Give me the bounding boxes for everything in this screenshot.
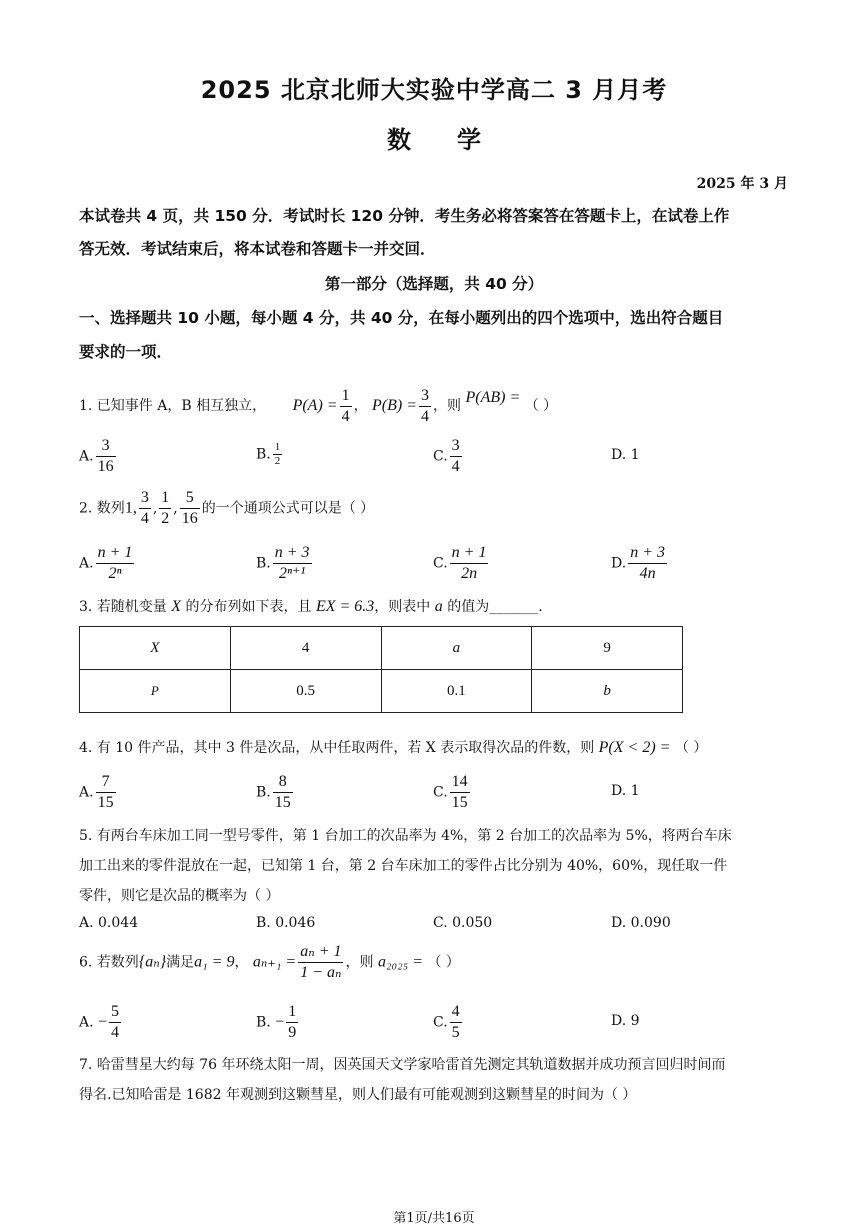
- q6-option-a-num: 5: [111, 1003, 120, 1020]
- q4-option-c-label: C.: [433, 784, 448, 801]
- q5-option-c[interactable]: [433, 915, 492, 931]
- q2-option-a-label: A.: [79, 555, 94, 572]
- q6-option-b-den: 9: [288, 1024, 297, 1041]
- q1-pa-label: P(A) =: [292, 397, 338, 414]
- q6-option-a-sign: −: [98, 1013, 108, 1031]
- q5-option-a[interactable]: [79, 915, 138, 931]
- q6-option-a-label: A.: [79, 1014, 94, 1031]
- q2-option-d[interactable]: [611, 543, 669, 584]
- q6-recurrence-fraction: [298, 942, 343, 983]
- q5-line-2: 加工出来的零件混放在一起，已知第 1 台，第 2 台车床加工的零件占比分别为 40%，60%，现任取一件: [79, 858, 728, 874]
- q1-option-c[interactable]: [433, 436, 464, 477]
- q1-option-b-den: 2: [274, 455, 281, 467]
- q6-ask: a₂₀₂₅ =: [377, 953, 423, 971]
- q6-option-b[interactable]: [256, 1002, 300, 1043]
- q5-option-b-label: B.: [256, 915, 271, 931]
- q1-option-d-text: 1: [630, 447, 640, 463]
- exam-date: 2025 年 3 月: [696, 176, 788, 192]
- q2-option-b-num: n + 3: [274, 544, 310, 561]
- q1-option-c-label: C.: [433, 448, 448, 465]
- q7-line-1: 7. 哈雷彗星大约每 76 年环绕太阳一周，因英国天文学家哈雷首先测定其轨道数据并成功预言回归时间而: [79, 1057, 726, 1073]
- q4-option-a[interactable]: [79, 772, 118, 813]
- q2-option-a-fraction: [96, 543, 135, 584]
- q5-option-b-text: 0.046: [275, 915, 316, 931]
- q6-option-b-num: 1: [288, 1003, 297, 1020]
- q2-option-c-label: C.: [433, 555, 448, 572]
- q1-ask: P(AB) =: [465, 389, 521, 406]
- q4-paren: （ ）: [674, 740, 708, 756]
- q4-option-a-den: 15: [97, 794, 114, 811]
- q1-pb-label: P(B) =: [372, 397, 418, 414]
- table-cell: 0.5: [230, 670, 381, 713]
- table-row: [80, 627, 683, 670]
- q1-option-b-label: B.: [256, 446, 271, 463]
- q4-option-c-den: 15: [451, 794, 468, 811]
- q5-line-1: 5. 有两台车床加工同一型号零件，第 1 台加工的次品率为 4%，第 2 台加工的次品率为 5%，将两台车床: [79, 828, 732, 844]
- q5-option-a-label: A.: [79, 915, 94, 931]
- q5-option-a-text: 0.044: [98, 915, 139, 931]
- q5-line-3: 零件，则它是次品的概率为（ ）: [79, 888, 280, 904]
- q6-option-b-label: B.: [256, 1014, 271, 1031]
- q6-prefix: 6. 若数列: [79, 954, 139, 971]
- q6-mid: 满足: [166, 954, 195, 971]
- q1-option-b-num: 1: [274, 441, 281, 453]
- q4-option-b-label: B.: [256, 784, 271, 801]
- q6-option-b-fraction: [286, 1002, 298, 1043]
- q1-option-d-label: D.: [611, 447, 627, 463]
- q2-seq-term-2-den: 2: [161, 510, 170, 527]
- q2-option-b-den: 2ⁿ⁺¹: [273, 563, 312, 584]
- q2-seq-term-3-den: 16: [181, 510, 198, 527]
- q6-recurrence-den: 1 − aₙ: [300, 964, 342, 981]
- q2-seq-term-3-num: 5: [185, 489, 194, 506]
- q6-paren: （ ）: [427, 954, 460, 971]
- q6-option-a-den: 4: [111, 1024, 120, 1041]
- q6-a1: a₁ = 9: [194, 953, 235, 971]
- q2-option-c-fraction: [450, 543, 489, 584]
- q4-option-d[interactable]: [611, 783, 640, 799]
- instructions-line-1: 本试卷共 4 页，共 150 分．考试时长 120 分钟．考生务必将答案答在答题卡上，在试卷上作: [79, 207, 730, 225]
- q1-option-a-label: A.: [79, 448, 94, 465]
- q1-option-b-fraction: [273, 441, 283, 468]
- q5-option-c-label: C.: [433, 915, 448, 931]
- table-cell: 9: [532, 627, 683, 670]
- q6-option-b-sign: −: [275, 1013, 285, 1031]
- question-6: [79, 942, 460, 983]
- q1-paren: （ ）: [524, 398, 558, 414]
- q2-option-b[interactable]: [256, 543, 314, 584]
- section-line-1: 一、选择题共 10 小题，每小题 4 分，共 40 分，在每小题列出的四个选项中，选出符合题目: [79, 309, 724, 327]
- q3-text-a: 3. 若随机变量: [79, 599, 167, 615]
- q3-text-b: 的分布列如下表，且: [185, 599, 312, 615]
- q3-expectation: EX = 6.3: [315, 598, 375, 615]
- q1-option-a-fraction: [96, 436, 116, 477]
- q4-option-d-text: 1: [630, 783, 640, 799]
- q1-option-c-den: 4: [451, 458, 460, 475]
- question-4: [79, 737, 707, 757]
- q2-seq-term-2: [159, 488, 171, 529]
- table-cell: a: [381, 627, 532, 670]
- q2-suffix: 的一个通项公式可以是（ ）: [201, 500, 375, 517]
- q7-line-2: 得名.已知哈雷是 1682 年观测到这颗彗星，则人们最有可能观测到这颗彗星的时间为（ ）: [79, 1087, 637, 1103]
- q5-option-d-text: 0.090: [630, 915, 671, 931]
- q1-pa-fraction: [340, 386, 352, 427]
- q3-var-x: X: [171, 598, 182, 615]
- q1-option-d[interactable]: [611, 447, 640, 463]
- q5-option-d[interactable]: [611, 915, 671, 931]
- q4-option-b-fraction: [273, 772, 293, 813]
- q1-then: ，则: [433, 398, 462, 414]
- q6-option-d[interactable]: [611, 1013, 640, 1029]
- q1-pa-num: 1: [341, 386, 350, 404]
- q2-seq-term-2-num: 1: [161, 489, 170, 506]
- q4-option-b[interactable]: [256, 772, 295, 813]
- q1-pb-fraction: [419, 386, 431, 427]
- q6-option-c-label: C.: [433, 1014, 448, 1031]
- q2-option-b-fraction: [273, 543, 312, 584]
- question-3: [79, 596, 543, 616]
- subject-title: 数学: [387, 126, 527, 154]
- table-cell: 0.1: [381, 670, 532, 713]
- q6-option-a[interactable]: [79, 1002, 123, 1043]
- q6-comma: ，: [234, 954, 249, 971]
- q6-recurrence-num: aₙ + 1: [300, 943, 342, 960]
- q2-option-c[interactable]: [433, 543, 490, 584]
- q1-prefix: 1. 已知事件 A，B 相互独立，: [79, 398, 267, 414]
- q2-seq-term-3: [180, 488, 200, 529]
- q6-option-c-num: 4: [451, 1003, 460, 1020]
- q2-prefix: 2. 数列: [79, 500, 125, 517]
- q6-option-d-label: D.: [611, 1013, 627, 1029]
- q2-option-c-den: 2n: [450, 563, 489, 584]
- instructions-line-2: 答无效．考试结束后，将本试卷和答题卡一并交回．: [79, 240, 436, 258]
- distribution-table: [79, 626, 683, 713]
- q1-option-a[interactable]: [79, 436, 118, 477]
- q2-option-a[interactable]: [79, 543, 136, 584]
- q6-then: ，则: [345, 954, 374, 971]
- q2-seq-first: 1,: [124, 499, 137, 517]
- q4-option-a-fraction: [96, 772, 116, 813]
- q1-option-c-num: 3: [451, 437, 460, 454]
- q4-option-b-num: 8: [278, 773, 287, 790]
- exam-title: 2025 北京北师大实验中学高二 3 月月考: [200, 76, 668, 104]
- q2-option-d-fraction: [628, 543, 667, 584]
- q6-option-a-fraction: [109, 1002, 121, 1043]
- q4-option-c[interactable]: [433, 772, 472, 813]
- q4-option-a-label: A.: [79, 784, 94, 801]
- q2-option-c-num: n + 1: [451, 544, 487, 561]
- section-line-2: 要求的一项．: [79, 343, 173, 361]
- q6-option-c[interactable]: [433, 1002, 464, 1043]
- q1-option-b[interactable]: [256, 441, 284, 468]
- table-cell: X: [80, 627, 231, 670]
- q6-option-c-fraction: [450, 1002, 462, 1043]
- q5-option-b[interactable]: [256, 915, 315, 931]
- table-cell: P: [80, 670, 231, 713]
- q2-option-a-den: 2ⁿ: [96, 563, 135, 584]
- q2-option-d-label: D.: [611, 555, 627, 572]
- part-heading: 第一部分（选择题，共 40 分）: [324, 275, 544, 293]
- q2-option-d-den: 4n: [628, 563, 667, 584]
- q2-option-a-num: n + 1: [97, 544, 133, 561]
- q4-option-d-label: D.: [611, 783, 627, 799]
- q1-pb-num: 3: [421, 386, 430, 404]
- q4-option-c-fraction: [450, 772, 470, 813]
- q3-text-d: 的值为_______.: [447, 599, 543, 615]
- q3-var-a: a: [434, 598, 443, 615]
- q6-recurrence-lhs: aₙ₊₁ =: [252, 953, 297, 971]
- q4-option-a-num: 7: [101, 773, 110, 790]
- q2-seq-term-1: [139, 488, 151, 529]
- q6-option-d-text: 9: [630, 1013, 640, 1029]
- q5-option-c-text: 0.050: [452, 915, 493, 931]
- q5-option-d-label: D.: [611, 915, 627, 931]
- table-row: [80, 670, 683, 713]
- question-2: 2. 数列1, $\frac{3}{4}$ , $\frac{1}{2}$ , $\frac{5}{16}$ 的一个通项公式可以是（ ）: [79, 489, 375, 527]
- q4-ask: P(X < 2) =: [598, 739, 671, 756]
- q3-text-c: ，则表中: [374, 599, 431, 615]
- table-cell: b: [532, 670, 683, 713]
- q2-option-b-label: B.: [256, 555, 271, 572]
- q1-pb-den: 4: [421, 407, 430, 425]
- q2-seq-term-1-num: 3: [140, 489, 149, 506]
- q2-seq-term-1-den: 4: [140, 510, 149, 527]
- q4-option-b-den: 15: [274, 794, 291, 811]
- q6-option-c-den: 5: [451, 1024, 460, 1041]
- page-number: 第1页/共16页: [393, 1211, 475, 1226]
- q2-option-d-num: n + 3: [630, 544, 665, 561]
- q1-option-c-fraction: [450, 436, 462, 477]
- q4-option-c-num: 14: [451, 773, 468, 790]
- q1-pa-den: 4: [341, 407, 350, 425]
- q1-option-a-den: 16: [97, 458, 114, 475]
- q4-text: 4. 有 10 件产品，其中 3 件是次品，从中任取两件，若 X 表示取得次品的件数，则: [79, 740, 595, 756]
- question-1: 1. 已知事件 A，B 相互独立， P(A) = $\frac{1}{4}$ ， P(B) = $\frac{3}{4}$ ，则 P(AB) = （ ）: [79, 386, 558, 425]
- q1-option-a-num: 3: [101, 437, 110, 454]
- table-cell: 4: [230, 627, 381, 670]
- q6-seq-name: {aₙ}: [138, 953, 167, 971]
